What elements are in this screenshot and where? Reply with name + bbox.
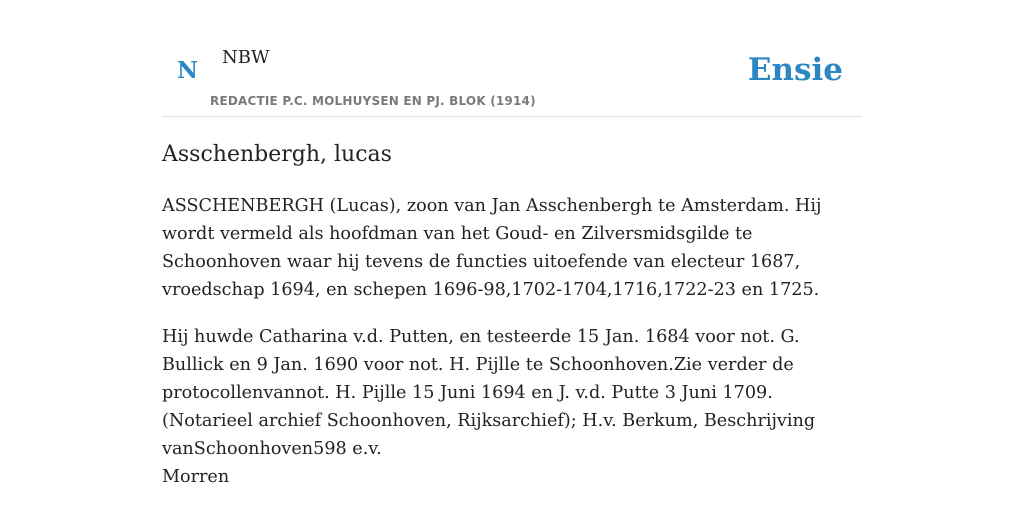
source-editors: REDACTIE P.C. MOLHUYSEN EN PJ. BLOK (1914) bbox=[210, 94, 536, 108]
source-logo[interactable]: N bbox=[177, 57, 199, 84]
page bbox=[162, 0, 862, 487]
source-name[interactable]: NBW bbox=[222, 47, 270, 68]
brand-logo[interactable]: Ensie bbox=[747, 52, 843, 88]
article-header bbox=[162, 0, 862, 117]
article-paragraph: ASSCHENBERGH (Lucas), zoon van Jan Asschenbergh te Amsterdam. Hij wordt vermeld als hoofdman van het Goud- en Zilversmidsgilde te Schoonhoven waar hij tevens de functies uitoefende van electeur 1687, vroedschap 1694, en schepen 1696-98,1702-1704,1716,1722-23 en 1725. bbox=[162, 196, 822, 300]
page-title: Asschenbergh, lucas bbox=[162, 142, 392, 167]
article-paragraph: Hij huwde Catharina v.d. Putten, en testeerde 15 Jan. 1684 voor not. G. Bullick en 9 Jan. 1690 voor not. H. Pijlle te Schoonhoven.Zie verder de protocollenvannot. H. Pijlle 15 Juni 1694 en J. v.d. Putte 3 Juni 1709. (Notarieel archief Schoonhoven, Rijksarchief); H.v. Berkum, Beschrijving vanSchoonhoven598 e.v. bbox=[162, 327, 816, 459]
article-author: Morren bbox=[162, 467, 230, 487]
